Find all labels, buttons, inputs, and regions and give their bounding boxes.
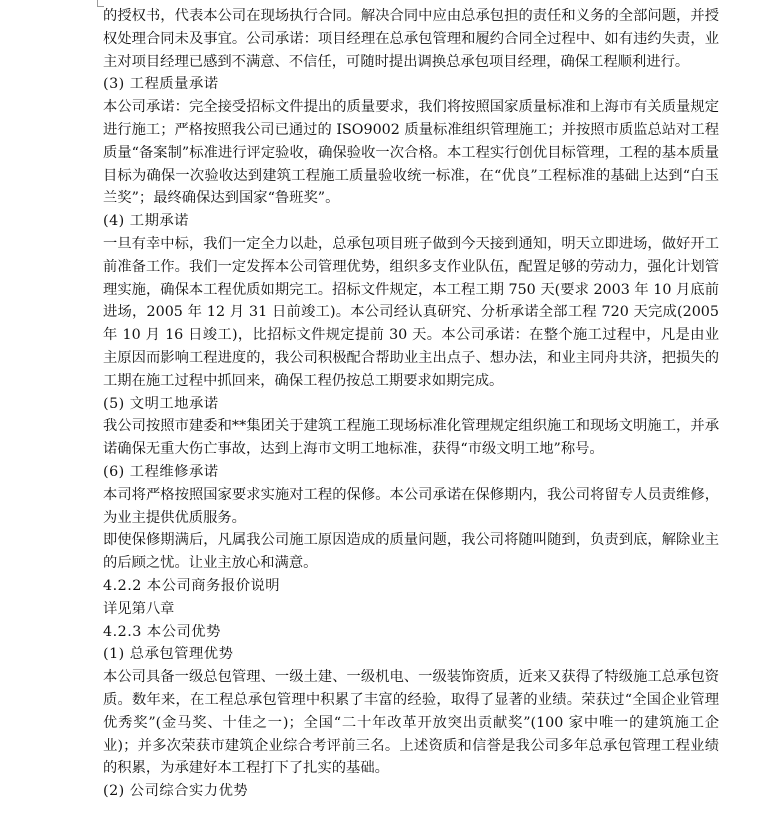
heading-4-2-2: 4.2.2 本公司商务报价说明 <box>103 577 281 594</box>
heading-4-2-3: 4.2.3 本公司优势 <box>103 623 221 640</box>
heading-maintenance: (6) 工程维修承诺 <box>103 463 219 480</box>
heading-civilized-site: (5) 文明工地承诺 <box>103 395 219 412</box>
paragraph-quality: 本公司承诺：完全接受招标文件提出的质量要求，我们将按照国家质量标准和上海市有关质量规定进行施工；严格按照我公司已通过的 ISO9002 质量标准组织管理施工；并按照市质监总站对工程质量“备案制”标准进行评定验收，确保验收一次合格。本工程实行创优目标管理，工程的基本质量目标为确保一次验收达到建筑工程施工质量验收统一标准，在“优良”工程标准的基础上达到“白玉兰奖”；最终确保达到国家“鲁班奖”。 <box>103 99 719 207</box>
paragraph-authorization: 的授权书，代表本公司在现场执行合同。解决合同中应由总承包担的责任和义务的全部问题，并授权处理合同未及事宜。公司承诺：项目经理在总承包管理和履约合同全过程中、如有违约失责，业主对项目经理已感到不满意、不信任，可随时提出调换总承包项目经理，确保工程顺利进行。 <box>103 8 719 70</box>
heading-quality-commitment: (3) 工程质量承诺 <box>103 76 219 93</box>
heading-schedule-commitment: (4) 工期承诺 <box>103 213 189 230</box>
paragraph-schedule: 一旦有幸中标，我们一定全力以赴，总承包项目班子做到今天接到通知，明天立即进场，做好开工前准备工作。我们一定发挥本公司管理优势，组织多支作业队伍，配置足够的劳动力，强化计划管理实施，确保本工程优质如期完工。招标文件规定，本工程工期 750 天(要求 2003 年 10 月底前进场，2005 年 12 月 31 日前竣工)。本公司经认真研究、分析承诺全部工程 720 天完成(2005 年 10 月 16 日竣工)，比招标文件规定提前 30 天。本公司承诺：在整个施工过程中，凡是由业主原因而影响工程进度的，我公司积极配合帮助业主出点子、想办法，和业主同舟共济，把损失的工期在施工过程中抓回来，确保工程仍按总工期要求如期完成。 <box>103 235 719 389</box>
heading-overall-strength: (2) 公司综合实力优势 <box>103 783 249 800</box>
heading-general-contracting: (1) 总承包管理优势 <box>103 646 234 663</box>
paragraph-see-chapter-8: 详见第八章 <box>103 600 175 617</box>
paragraph-maintenance-1: 本司将严格按照国家要求实施对工程的保修。本公司承诺在保修期内，我公司将留专人员责维修，为业主提供优质服务。 <box>103 486 719 526</box>
paragraph-civilized-site: 我公司按照市建委和**集团关于建筑工程施工现场标准化管理规定组织施工和现场文明施工，并承诺确保无重大伤亡事故，达到上海市文明工地标准，获得“市级文明工地”称号。 <box>103 418 719 458</box>
paragraph-maintenance-2: 即使保修期满后，凡属我公司施工原因造成的质量问题，我公司将随叫随到，负责到底，解除业主的后顾之忧。让业主放心和满意。 <box>103 532 719 572</box>
document-page <box>103 5 719 803</box>
paragraph-general-contracting: 本公司具备一级总包管理、一级土建、一级机电、一级装饰资质，近来又获得了特级施工总承包资质。数年来，在工程总承包管理中积累了丰富的经验，取得了显著的业绩。荣获过“全国企业管理优秀奖”(金马奖、十佳之一)；全国“二十年改革开放突出贡献奖”(100 家中唯一的建筑施工企业)；并多次荣获市建筑企业综合考评前三名。上述资质和信誉是我公司多年总承包管理工程业绩的积累，为承建好本工程打下了扎实的基础。 <box>103 669 719 777</box>
